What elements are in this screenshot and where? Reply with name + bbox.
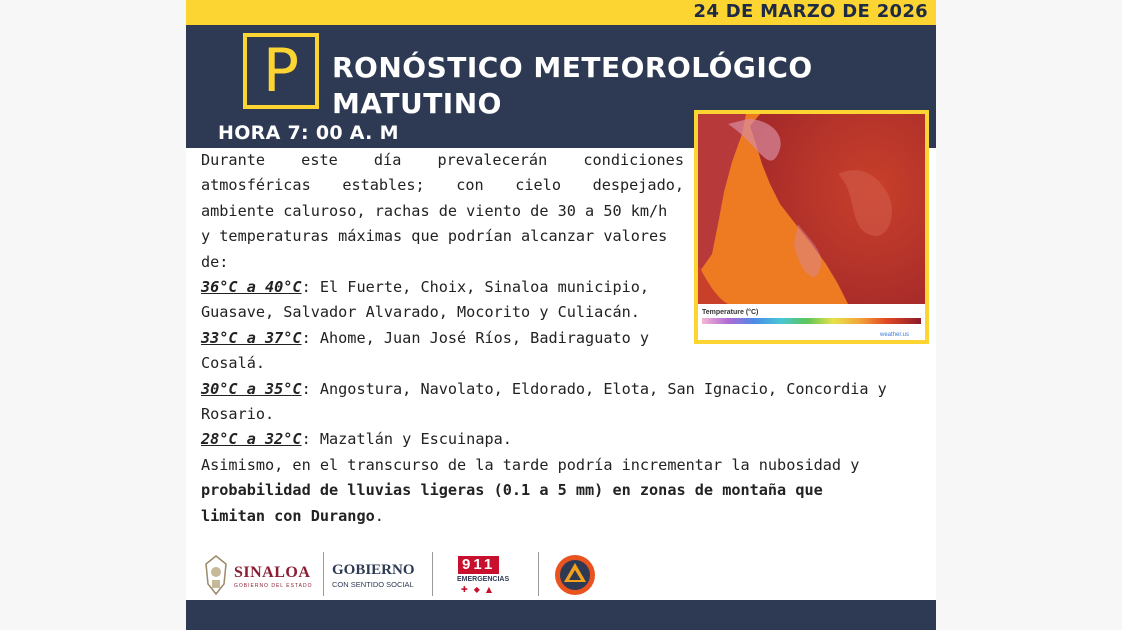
forecast-card [186,0,936,630]
intro-line-5: de: [201,252,229,271]
range-1-cont: Guasave, Salvador Alvarado, Mocorito y Culiacán. [201,303,640,322]
date-bar [186,0,936,25]
legend-brand: weather.us [880,332,910,338]
legend-title: Temperature (°C) [702,309,759,316]
range-3: 30°C a 35°C: Angostura, Navolato, Eldorado, Elota, San Ignacio, Concordia y [201,379,887,398]
civil-protection-icon [554,554,596,596]
state-seal-icon [204,554,228,596]
forecast-text [201,148,929,529]
title-line-1: RONÓSTICO METEOROLÓGICO [332,51,813,84]
title-line-2: MATUTINO [332,87,502,120]
range-2: 33°C a 37°C: Ahome, Juan José Ríos, Badiraguato y [201,328,650,347]
range-2-cont: Cosalá. [201,354,266,373]
forecast-hour: HORA 7: 00 A. M [218,122,399,144]
range-4-label: 28°C a 32°C [201,430,302,449]
911-logo-number: 911 [458,556,499,574]
911-logo-label: EMERGENCIAS [457,576,510,583]
range-3-label: 30°C a 35°C [201,379,302,398]
logo-divider-3 [538,552,539,596]
intro-line-3: ambiente caluroso, rachas de viento de 30 a 50 km/h [201,201,668,220]
footer-bar [186,600,936,630]
outro-line-2: probabilidad de lluvias ligeras (0.1 a 5 mm) en zonas de montaña que [201,481,823,500]
intro-line-4: y temperaturas máximas que podrían alcanzar valores [201,227,668,246]
logo-divider-2 [432,552,433,596]
footer-logos [186,546,936,600]
range-2-label: 33°C a 37°C [201,328,302,347]
range-4: 28°C a 32°C: Mazatlán y Escuinapa. [201,430,512,449]
range-3-cont: Rosario. [201,405,275,424]
gobierno-logo-text: GOBIERNO [332,562,415,578]
911-service-icons: ✚◆▲ [461,585,499,594]
date-label: 24 DE MARZO DE 2026 [693,1,928,22]
outro-line-1: Asimismo, en el transcurso de la tarde podría incrementar la nubosidad y [201,455,860,474]
title-initial-box: P [243,33,319,109]
logo-divider-1 [323,552,324,596]
sinaloa-logo-subtext: GOBIERNO DEL ESTADO [234,583,313,589]
gobierno-logo-subtext: CON SENTIDO SOCIAL [332,580,414,589]
intro-line-1: Durante este día prevalecerán condiciones [201,151,684,169]
intro-line-2: atmosféricas estables; con cielo despejado, [201,176,684,195]
range-1-label: 36°C a 40°C [201,278,302,297]
range-1: 36°C a 40°C: El Fuerte, Choix, Sinaloa municipio, [201,278,650,297]
sinaloa-logo-text: SINALOA [234,564,311,581]
outro-line-3: limitan con Durango. [201,506,384,525]
